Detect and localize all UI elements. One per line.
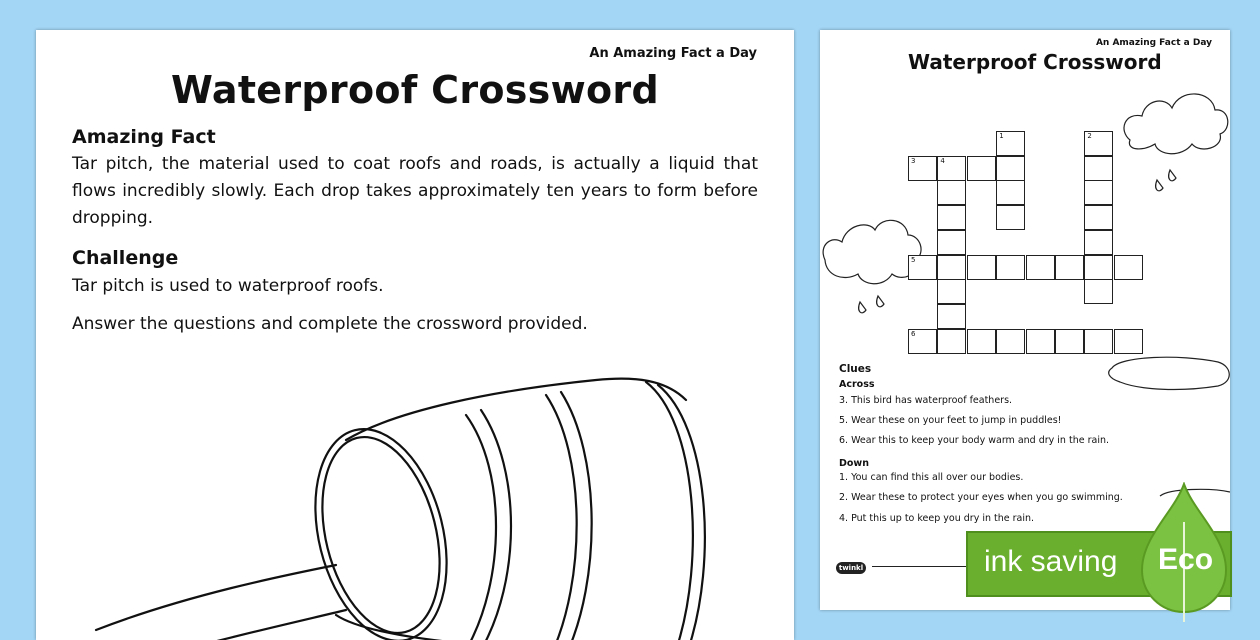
across-clue-5: 5. Wear these on your feet to jump in puddles! <box>839 415 1062 426</box>
ink-saving-label: ink saving <box>984 545 1118 578</box>
clue-number: 2 <box>1087 132 1092 140</box>
clue-number: 1 <box>999 132 1004 140</box>
crossword-cell-6[interactable] <box>908 329 937 354</box>
crossword-cell[interactable] <box>1084 329 1113 354</box>
clues-heading: Clues <box>839 363 872 375</box>
crossword-cell[interactable] <box>1084 205 1113 230</box>
crossword-title: Waterproof Crossword <box>908 50 1162 74</box>
fact-heading: Amazing Fact <box>72 126 216 148</box>
down-clue-2: 2. Wear these to protect your eyes when you go swimming. <box>839 492 1123 503</box>
eco-label: Eco <box>1158 543 1214 576</box>
clue-number: 3 <box>911 156 916 165</box>
crossword-cell-3[interactable] <box>908 156 937 181</box>
challenge-heading: Challenge <box>72 247 179 269</box>
down-heading: Down <box>839 458 869 469</box>
clue-number: 6 <box>911 329 916 338</box>
crossword-cell[interactable] <box>996 156 1025 181</box>
tagline: An Amazing Fact a Day <box>589 46 757 61</box>
crossword-cell-1[interactable] <box>996 131 1025 156</box>
down-clue-1: 1. You can find this all over our bodies. <box>839 472 1024 483</box>
crossword-cell[interactable] <box>996 205 1025 230</box>
crossword-cell[interactable] <box>996 255 1025 280</box>
clue-number: 5 <box>911 255 916 264</box>
crossword-cell[interactable] <box>1084 156 1113 181</box>
across-clue-3: 3. This bird has waterproof feathers. <box>839 395 1013 406</box>
brand-logo: twinkl <box>836 562 866 574</box>
challenge-text: Tar pitch is used to waterproof roofs. <box>72 276 384 296</box>
tar-barrel-illustration <box>36 360 794 640</box>
crossword-cell[interactable] <box>1055 329 1084 354</box>
instruction-text: Answer the questions and complete the crossword provided. <box>72 314 588 334</box>
down-clue-4: 4. Put this up to keep you dry in the rain. <box>839 513 1035 524</box>
crossword-cell[interactable] <box>1114 329 1143 354</box>
puddle-icon <box>1109 357 1230 389</box>
worksheet-page <box>36 30 794 640</box>
crossword-cell[interactable] <box>1026 329 1055 354</box>
crossword-cell[interactable] <box>967 255 996 280</box>
crossword-cell[interactable] <box>937 304 966 329</box>
tagline: An Amazing Fact a Day <box>1095 38 1212 48</box>
crossword-cell[interactable] <box>937 180 966 205</box>
crossword-cell[interactable] <box>1114 255 1143 280</box>
page-title: Waterproof Crossword <box>171 68 659 112</box>
crossword-cell[interactable] <box>1084 180 1113 205</box>
crossword-cell-4[interactable] <box>937 156 966 181</box>
across-clue-6: 6. Wear this to keep your body warm and dry in the rain. <box>839 435 1109 446</box>
across-heading: Across <box>839 379 875 390</box>
clue-number: 4 <box>940 156 945 165</box>
fact-text: Tar pitch, the material used to coat roofs and roads, is actually a liquid that flows incredibly slowly. Each drop takes approximately ten years to form before dropping. <box>72 154 758 228</box>
crossword-cell[interactable] <box>1055 255 1084 280</box>
crossword-cell[interactable] <box>996 180 1025 205</box>
cloud-icon <box>1124 94 1228 154</box>
crossword-cell[interactable] <box>1084 230 1113 255</box>
crossword-cell[interactable] <box>1084 279 1113 304</box>
crossword-cell[interactable] <box>937 205 966 230</box>
crossword-cell[interactable] <box>967 156 996 181</box>
crossword-cell[interactable] <box>937 255 966 280</box>
cloud-icon <box>823 220 921 283</box>
crossword-cell-5[interactable] <box>908 255 937 280</box>
crossword-cell[interactable] <box>937 279 966 304</box>
crossword-cell[interactable] <box>937 329 966 354</box>
crossword-cell[interactable] <box>937 230 966 255</box>
crossword-cell[interactable] <box>1084 255 1113 280</box>
crossword-cell-2[interactable] <box>1084 131 1113 156</box>
crossword-cell[interactable] <box>1026 255 1055 280</box>
crossword-cell[interactable] <box>967 329 996 354</box>
crossword-cell[interactable] <box>996 329 1025 354</box>
